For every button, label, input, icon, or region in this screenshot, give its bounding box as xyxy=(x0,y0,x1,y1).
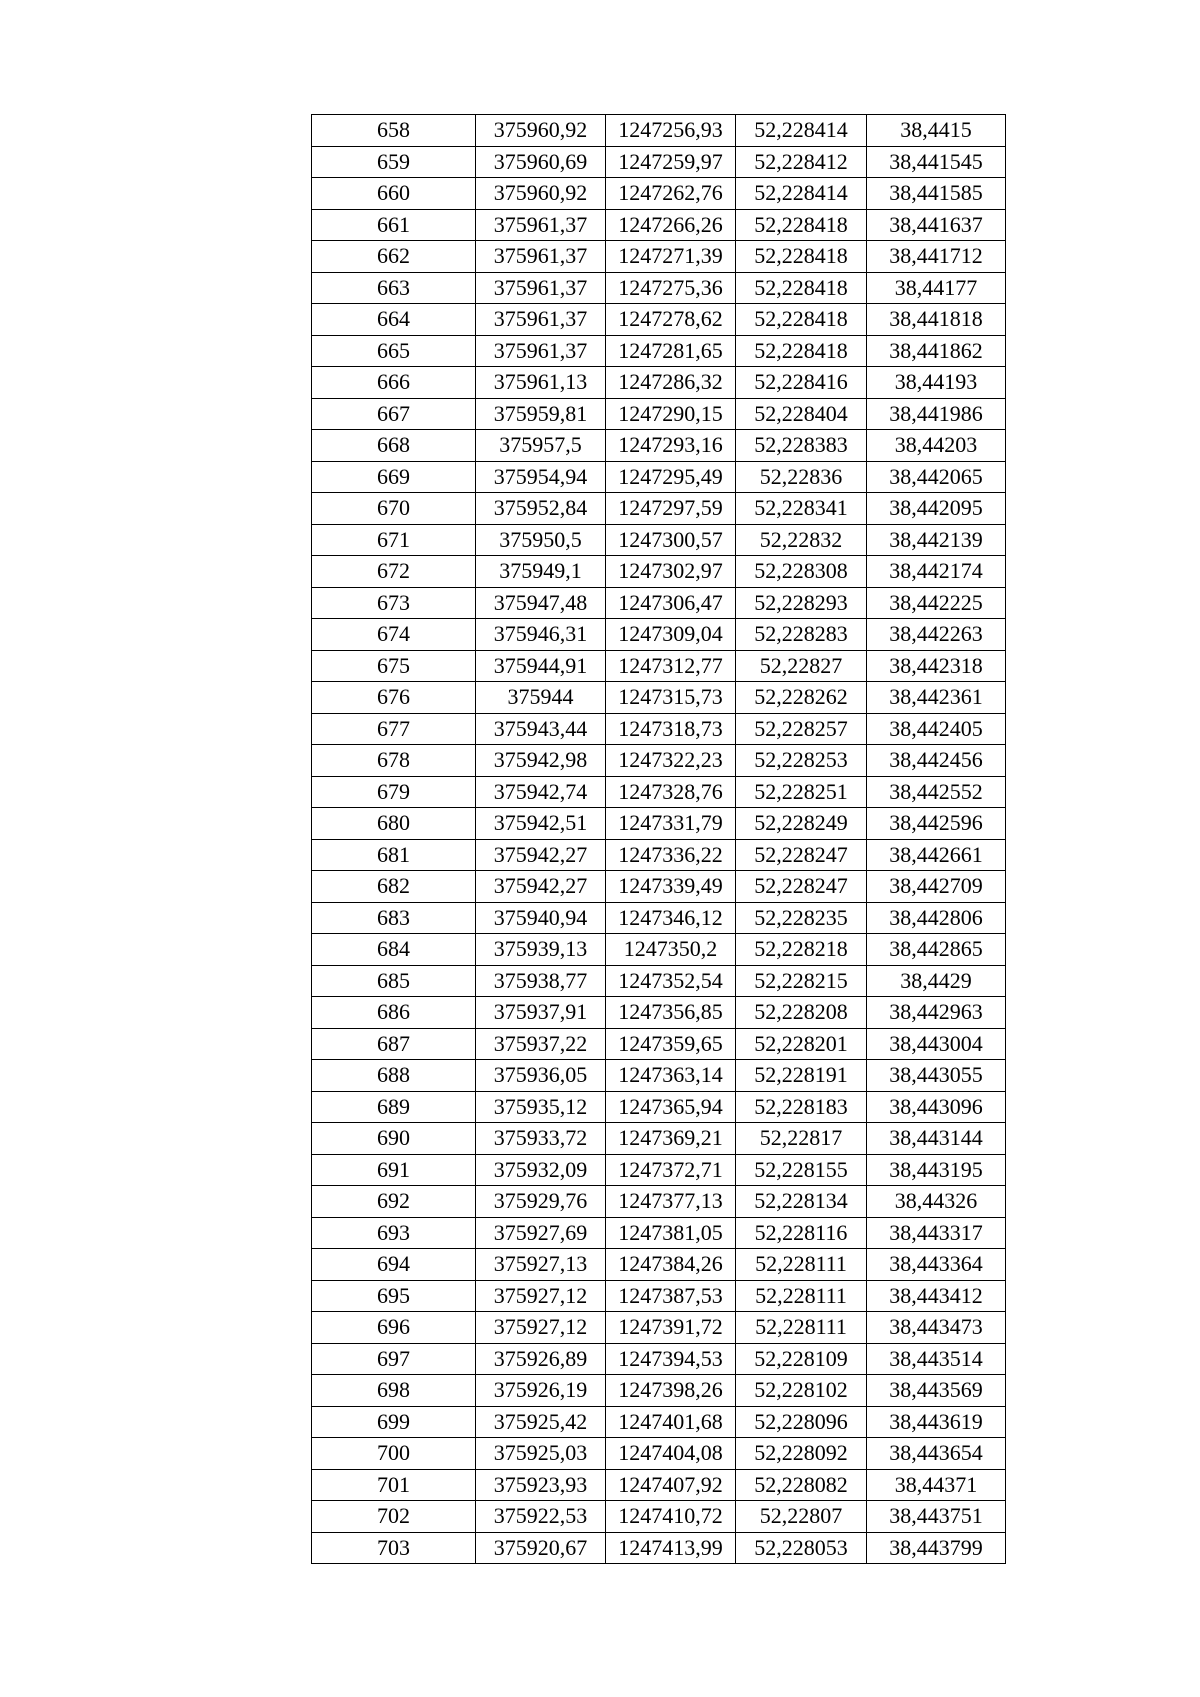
longitude-cell: 38,443004 xyxy=(867,1028,1006,1060)
x-coordinate-cell: 375932,09 xyxy=(476,1154,606,1186)
y-coordinate-cell: 1247312,77 xyxy=(606,650,736,682)
latitude-cell: 52,228111 xyxy=(736,1280,867,1312)
y-coordinate-cell: 1247404,08 xyxy=(606,1438,736,1470)
x-coordinate-cell: 375952,84 xyxy=(476,493,606,525)
table-row xyxy=(312,146,1006,178)
table-row xyxy=(312,1469,1006,1501)
latitude-cell: 52,228111 xyxy=(736,1312,867,1344)
point-number-cell: 663 xyxy=(312,272,476,304)
longitude-cell: 38,4415 xyxy=(867,115,1006,147)
y-coordinate-cell: 1247262,76 xyxy=(606,178,736,210)
x-coordinate-cell: 375961,37 xyxy=(476,241,606,273)
x-coordinate-cell: 375950,5 xyxy=(476,524,606,556)
longitude-cell: 38,44203 xyxy=(867,430,1006,462)
table-row xyxy=(312,1280,1006,1312)
table-row xyxy=(312,430,1006,462)
longitude-cell: 38,442661 xyxy=(867,839,1006,871)
latitude-cell: 52,228208 xyxy=(736,997,867,1029)
longitude-cell: 38,442405 xyxy=(867,713,1006,745)
latitude-cell: 52,228283 xyxy=(736,619,867,651)
longitude-cell: 38,442963 xyxy=(867,997,1006,1029)
table-row xyxy=(312,304,1006,336)
y-coordinate-cell: 1247278,62 xyxy=(606,304,736,336)
point-number-cell: 682 xyxy=(312,871,476,903)
longitude-cell: 38,443096 xyxy=(867,1091,1006,1123)
point-number-cell: 666 xyxy=(312,367,476,399)
y-coordinate-cell: 1247413,99 xyxy=(606,1532,736,1564)
latitude-cell: 52,228102 xyxy=(736,1375,867,1407)
point-number-cell: 664 xyxy=(312,304,476,336)
x-coordinate-cell: 375961,37 xyxy=(476,209,606,241)
longitude-cell: 38,442263 xyxy=(867,619,1006,651)
point-number-cell: 692 xyxy=(312,1186,476,1218)
point-number-cell: 658 xyxy=(312,115,476,147)
longitude-cell: 38,442552 xyxy=(867,776,1006,808)
y-coordinate-cell: 1247281,65 xyxy=(606,335,736,367)
table-row xyxy=(312,902,1006,934)
point-number-cell: 684 xyxy=(312,934,476,966)
longitude-cell: 38,443055 xyxy=(867,1060,1006,1092)
longitude-cell: 38,443799 xyxy=(867,1532,1006,1564)
y-coordinate-cell: 1247398,26 xyxy=(606,1375,736,1407)
latitude-cell: 52,228341 xyxy=(736,493,867,525)
latitude-cell: 52,228201 xyxy=(736,1028,867,1060)
point-number-cell: 683 xyxy=(312,902,476,934)
y-coordinate-cell: 1247271,39 xyxy=(606,241,736,273)
x-coordinate-cell: 375927,12 xyxy=(476,1312,606,1344)
latitude-cell: 52,228053 xyxy=(736,1532,867,1564)
point-number-cell: 677 xyxy=(312,713,476,745)
latitude-cell: 52,228109 xyxy=(736,1343,867,1375)
y-coordinate-cell: 1247346,12 xyxy=(606,902,736,934)
table-row xyxy=(312,556,1006,588)
y-coordinate-cell: 1247369,21 xyxy=(606,1123,736,1155)
x-coordinate-cell: 375926,89 xyxy=(476,1343,606,1375)
table-row xyxy=(312,1186,1006,1218)
table-row xyxy=(312,745,1006,777)
point-number-cell: 670 xyxy=(312,493,476,525)
point-number-cell: 679 xyxy=(312,776,476,808)
table-row xyxy=(312,1532,1006,1564)
longitude-cell: 38,443364 xyxy=(867,1249,1006,1281)
latitude-cell: 52,228215 xyxy=(736,965,867,997)
table-row xyxy=(312,1091,1006,1123)
y-coordinate-cell: 1247256,93 xyxy=(606,115,736,147)
table-row xyxy=(312,178,1006,210)
y-coordinate-cell: 1247259,97 xyxy=(606,146,736,178)
table-row xyxy=(312,1438,1006,1470)
latitude-cell: 52,228134 xyxy=(736,1186,867,1218)
latitude-cell: 52,228418 xyxy=(736,304,867,336)
x-coordinate-cell: 375942,98 xyxy=(476,745,606,777)
x-coordinate-cell: 375922,53 xyxy=(476,1501,606,1533)
table-row xyxy=(312,1406,1006,1438)
x-coordinate-cell: 375925,03 xyxy=(476,1438,606,1470)
longitude-cell: 38,442596 xyxy=(867,808,1006,840)
table-row xyxy=(312,493,1006,525)
x-coordinate-cell: 375933,72 xyxy=(476,1123,606,1155)
longitude-cell: 38,443619 xyxy=(867,1406,1006,1438)
table-row xyxy=(312,808,1006,840)
table-row xyxy=(312,871,1006,903)
x-coordinate-cell: 375937,91 xyxy=(476,997,606,1029)
table-row xyxy=(312,241,1006,273)
table-row xyxy=(312,1060,1006,1092)
longitude-cell: 38,443514 xyxy=(867,1343,1006,1375)
latitude-cell: 52,228412 xyxy=(736,146,867,178)
y-coordinate-cell: 1247391,72 xyxy=(606,1312,736,1344)
longitude-cell: 38,441545 xyxy=(867,146,1006,178)
table-row xyxy=(312,524,1006,556)
table-row xyxy=(312,461,1006,493)
longitude-cell: 38,442456 xyxy=(867,745,1006,777)
latitude-cell: 52,228249 xyxy=(736,808,867,840)
x-coordinate-cell: 375961,37 xyxy=(476,304,606,336)
table-row xyxy=(312,1217,1006,1249)
y-coordinate-cell: 1247318,73 xyxy=(606,713,736,745)
table-row xyxy=(312,1375,1006,1407)
latitude-cell: 52,228111 xyxy=(736,1249,867,1281)
y-coordinate-cell: 1247331,79 xyxy=(606,808,736,840)
point-number-cell: 701 xyxy=(312,1469,476,1501)
longitude-cell: 38,442709 xyxy=(867,871,1006,903)
longitude-cell: 38,442095 xyxy=(867,493,1006,525)
x-coordinate-cell: 375961,37 xyxy=(476,272,606,304)
table-row xyxy=(312,619,1006,651)
longitude-cell: 38,441986 xyxy=(867,398,1006,430)
longitude-cell: 38,443317 xyxy=(867,1217,1006,1249)
x-coordinate-cell: 375947,48 xyxy=(476,587,606,619)
table-row xyxy=(312,650,1006,682)
y-coordinate-cell: 1247394,53 xyxy=(606,1343,736,1375)
longitude-cell: 38,44371 xyxy=(867,1469,1006,1501)
point-number-cell: 690 xyxy=(312,1123,476,1155)
latitude-cell: 52,228383 xyxy=(736,430,867,462)
latitude-cell: 52,228262 xyxy=(736,682,867,714)
y-coordinate-cell: 1247381,05 xyxy=(606,1217,736,1249)
table-row xyxy=(312,965,1006,997)
x-coordinate-cell: 375926,19 xyxy=(476,1375,606,1407)
x-coordinate-cell: 375949,1 xyxy=(476,556,606,588)
table-row xyxy=(312,934,1006,966)
longitude-cell: 38,443144 xyxy=(867,1123,1006,1155)
y-coordinate-cell: 1247275,36 xyxy=(606,272,736,304)
latitude-cell: 52,228404 xyxy=(736,398,867,430)
y-coordinate-cell: 1247407,92 xyxy=(606,1469,736,1501)
latitude-cell: 52,228414 xyxy=(736,115,867,147)
y-coordinate-cell: 1247315,73 xyxy=(606,682,736,714)
x-coordinate-cell: 375960,92 xyxy=(476,178,606,210)
latitude-cell: 52,228414 xyxy=(736,178,867,210)
x-coordinate-cell: 375944 xyxy=(476,682,606,714)
table-row xyxy=(312,209,1006,241)
y-coordinate-cell: 1247410,72 xyxy=(606,1501,736,1533)
y-coordinate-cell: 1247306,47 xyxy=(606,587,736,619)
latitude-cell: 52,22827 xyxy=(736,650,867,682)
x-coordinate-cell: 375942,51 xyxy=(476,808,606,840)
y-coordinate-cell: 1247363,14 xyxy=(606,1060,736,1092)
table-row xyxy=(312,1501,1006,1533)
longitude-cell: 38,442225 xyxy=(867,587,1006,619)
latitude-cell: 52,228247 xyxy=(736,839,867,871)
x-coordinate-cell: 375927,12 xyxy=(476,1280,606,1312)
point-number-cell: 672 xyxy=(312,556,476,588)
latitude-cell: 52,228416 xyxy=(736,367,867,399)
longitude-cell: 38,442806 xyxy=(867,902,1006,934)
latitude-cell: 52,228251 xyxy=(736,776,867,808)
point-number-cell: 678 xyxy=(312,745,476,777)
y-coordinate-cell: 1247336,22 xyxy=(606,839,736,871)
latitude-cell: 52,22832 xyxy=(736,524,867,556)
point-number-cell: 673 xyxy=(312,587,476,619)
table-row xyxy=(312,1123,1006,1155)
point-number-cell: 697 xyxy=(312,1343,476,1375)
table-row xyxy=(312,587,1006,619)
longitude-cell: 38,441585 xyxy=(867,178,1006,210)
coordinates-table-body xyxy=(312,115,1006,1564)
longitude-cell: 38,443654 xyxy=(867,1438,1006,1470)
longitude-cell: 38,442065 xyxy=(867,461,1006,493)
y-coordinate-cell: 1247365,94 xyxy=(606,1091,736,1123)
y-coordinate-cell: 1247290,15 xyxy=(606,398,736,430)
y-coordinate-cell: 1247356,85 xyxy=(606,997,736,1029)
y-coordinate-cell: 1247377,13 xyxy=(606,1186,736,1218)
table-row xyxy=(312,115,1006,147)
latitude-cell: 52,228116 xyxy=(736,1217,867,1249)
point-number-cell: 691 xyxy=(312,1154,476,1186)
y-coordinate-cell: 1247384,26 xyxy=(606,1249,736,1281)
point-number-cell: 669 xyxy=(312,461,476,493)
y-coordinate-cell: 1247339,49 xyxy=(606,871,736,903)
x-coordinate-cell: 375957,5 xyxy=(476,430,606,462)
longitude-cell: 38,442865 xyxy=(867,934,1006,966)
y-coordinate-cell: 1247302,97 xyxy=(606,556,736,588)
table-row xyxy=(312,713,1006,745)
point-number-cell: 680 xyxy=(312,808,476,840)
x-coordinate-cell: 375925,42 xyxy=(476,1406,606,1438)
table-row xyxy=(312,335,1006,367)
x-coordinate-cell: 375944,91 xyxy=(476,650,606,682)
y-coordinate-cell: 1247350,2 xyxy=(606,934,736,966)
longitude-cell: 38,443569 xyxy=(867,1375,1006,1407)
point-number-cell: 675 xyxy=(312,650,476,682)
latitude-cell: 52,228155 xyxy=(736,1154,867,1186)
latitude-cell: 52,228096 xyxy=(736,1406,867,1438)
latitude-cell: 52,228418 xyxy=(736,272,867,304)
table-row xyxy=(312,1154,1006,1186)
latitude-cell: 52,228191 xyxy=(736,1060,867,1092)
y-coordinate-cell: 1247328,76 xyxy=(606,776,736,808)
latitude-cell: 52,228308 xyxy=(736,556,867,588)
point-number-cell: 703 xyxy=(312,1532,476,1564)
longitude-cell: 38,442174 xyxy=(867,556,1006,588)
latitude-cell: 52,228293 xyxy=(736,587,867,619)
longitude-cell: 38,442318 xyxy=(867,650,1006,682)
x-coordinate-cell: 375920,67 xyxy=(476,1532,606,1564)
x-coordinate-cell: 375927,69 xyxy=(476,1217,606,1249)
x-coordinate-cell: 375938,77 xyxy=(476,965,606,997)
latitude-cell: 52,228418 xyxy=(736,335,867,367)
point-number-cell: 659 xyxy=(312,146,476,178)
x-coordinate-cell: 375960,92 xyxy=(476,115,606,147)
table-row xyxy=(312,776,1006,808)
x-coordinate-cell: 375927,13 xyxy=(476,1249,606,1281)
y-coordinate-cell: 1247387,53 xyxy=(606,1280,736,1312)
longitude-cell: 38,443195 xyxy=(867,1154,1006,1186)
longitude-cell: 38,442139 xyxy=(867,524,1006,556)
longitude-cell: 38,441862 xyxy=(867,335,1006,367)
latitude-cell: 52,228082 xyxy=(736,1469,867,1501)
y-coordinate-cell: 1247372,71 xyxy=(606,1154,736,1186)
x-coordinate-cell: 375929,76 xyxy=(476,1186,606,1218)
y-coordinate-cell: 1247322,23 xyxy=(606,745,736,777)
point-number-cell: 676 xyxy=(312,682,476,714)
coordinates-table xyxy=(311,114,1006,1564)
x-coordinate-cell: 375946,31 xyxy=(476,619,606,651)
longitude-cell: 38,442361 xyxy=(867,682,1006,714)
table-row xyxy=(312,1249,1006,1281)
latitude-cell: 52,228253 xyxy=(736,745,867,777)
y-coordinate-cell: 1247401,68 xyxy=(606,1406,736,1438)
point-number-cell: 698 xyxy=(312,1375,476,1407)
latitude-cell: 52,228092 xyxy=(736,1438,867,1470)
x-coordinate-cell: 375942,74 xyxy=(476,776,606,808)
x-coordinate-cell: 375960,69 xyxy=(476,146,606,178)
point-number-cell: 702 xyxy=(312,1501,476,1533)
longitude-cell: 38,441637 xyxy=(867,209,1006,241)
x-coordinate-cell: 375937,22 xyxy=(476,1028,606,1060)
latitude-cell: 52,228183 xyxy=(736,1091,867,1123)
latitude-cell: 52,228235 xyxy=(736,902,867,934)
table-row xyxy=(312,1343,1006,1375)
x-coordinate-cell: 375959,81 xyxy=(476,398,606,430)
table-row xyxy=(312,272,1006,304)
x-coordinate-cell: 375943,44 xyxy=(476,713,606,745)
point-number-cell: 661 xyxy=(312,209,476,241)
longitude-cell: 38,4429 xyxy=(867,965,1006,997)
y-coordinate-cell: 1247293,16 xyxy=(606,430,736,462)
y-coordinate-cell: 1247297,59 xyxy=(606,493,736,525)
point-number-cell: 662 xyxy=(312,241,476,273)
longitude-cell: 38,44177 xyxy=(867,272,1006,304)
point-number-cell: 668 xyxy=(312,430,476,462)
longitude-cell: 38,441712 xyxy=(867,241,1006,273)
longitude-cell: 38,443751 xyxy=(867,1501,1006,1533)
point-number-cell: 695 xyxy=(312,1280,476,1312)
point-number-cell: 685 xyxy=(312,965,476,997)
x-coordinate-cell: 375936,05 xyxy=(476,1060,606,1092)
latitude-cell: 52,22836 xyxy=(736,461,867,493)
latitude-cell: 52,228247 xyxy=(736,871,867,903)
y-coordinate-cell: 1247295,49 xyxy=(606,461,736,493)
point-number-cell: 689 xyxy=(312,1091,476,1123)
x-coordinate-cell: 375939,13 xyxy=(476,934,606,966)
latitude-cell: 52,228418 xyxy=(736,209,867,241)
x-coordinate-cell: 375942,27 xyxy=(476,839,606,871)
longitude-cell: 38,443412 xyxy=(867,1280,1006,1312)
latitude-cell: 52,22817 xyxy=(736,1123,867,1155)
y-coordinate-cell: 1247352,54 xyxy=(606,965,736,997)
point-number-cell: 694 xyxy=(312,1249,476,1281)
table-row xyxy=(312,997,1006,1029)
y-coordinate-cell: 1247286,32 xyxy=(606,367,736,399)
table-row xyxy=(312,398,1006,430)
point-number-cell: 674 xyxy=(312,619,476,651)
latitude-cell: 52,22807 xyxy=(736,1501,867,1533)
point-number-cell: 660 xyxy=(312,178,476,210)
longitude-cell: 38,443473 xyxy=(867,1312,1006,1344)
latitude-cell: 52,228218 xyxy=(736,934,867,966)
table-row xyxy=(312,682,1006,714)
y-coordinate-cell: 1247300,57 xyxy=(606,524,736,556)
x-coordinate-cell: 375961,37 xyxy=(476,335,606,367)
y-coordinate-cell: 1247359,65 xyxy=(606,1028,736,1060)
table-row xyxy=(312,1312,1006,1344)
y-coordinate-cell: 1247266,26 xyxy=(606,209,736,241)
point-number-cell: 665 xyxy=(312,335,476,367)
point-number-cell: 667 xyxy=(312,398,476,430)
point-number-cell: 696 xyxy=(312,1312,476,1344)
table-row xyxy=(312,839,1006,871)
point-number-cell: 700 xyxy=(312,1438,476,1470)
point-number-cell: 688 xyxy=(312,1060,476,1092)
table-row xyxy=(312,367,1006,399)
table-row xyxy=(312,1028,1006,1060)
point-number-cell: 693 xyxy=(312,1217,476,1249)
point-number-cell: 687 xyxy=(312,1028,476,1060)
point-number-cell: 686 xyxy=(312,997,476,1029)
x-coordinate-cell: 375954,94 xyxy=(476,461,606,493)
latitude-cell: 52,228257 xyxy=(736,713,867,745)
point-number-cell: 699 xyxy=(312,1406,476,1438)
x-coordinate-cell: 375935,12 xyxy=(476,1091,606,1123)
y-coordinate-cell: 1247309,04 xyxy=(606,619,736,651)
point-number-cell: 671 xyxy=(312,524,476,556)
x-coordinate-cell: 375923,93 xyxy=(476,1469,606,1501)
x-coordinate-cell: 375961,13 xyxy=(476,367,606,399)
x-coordinate-cell: 375940,94 xyxy=(476,902,606,934)
latitude-cell: 52,228418 xyxy=(736,241,867,273)
point-number-cell: 681 xyxy=(312,839,476,871)
longitude-cell: 38,441818 xyxy=(867,304,1006,336)
x-coordinate-cell: 375942,27 xyxy=(476,871,606,903)
longitude-cell: 38,44193 xyxy=(867,367,1006,399)
longitude-cell: 38,44326 xyxy=(867,1186,1006,1218)
